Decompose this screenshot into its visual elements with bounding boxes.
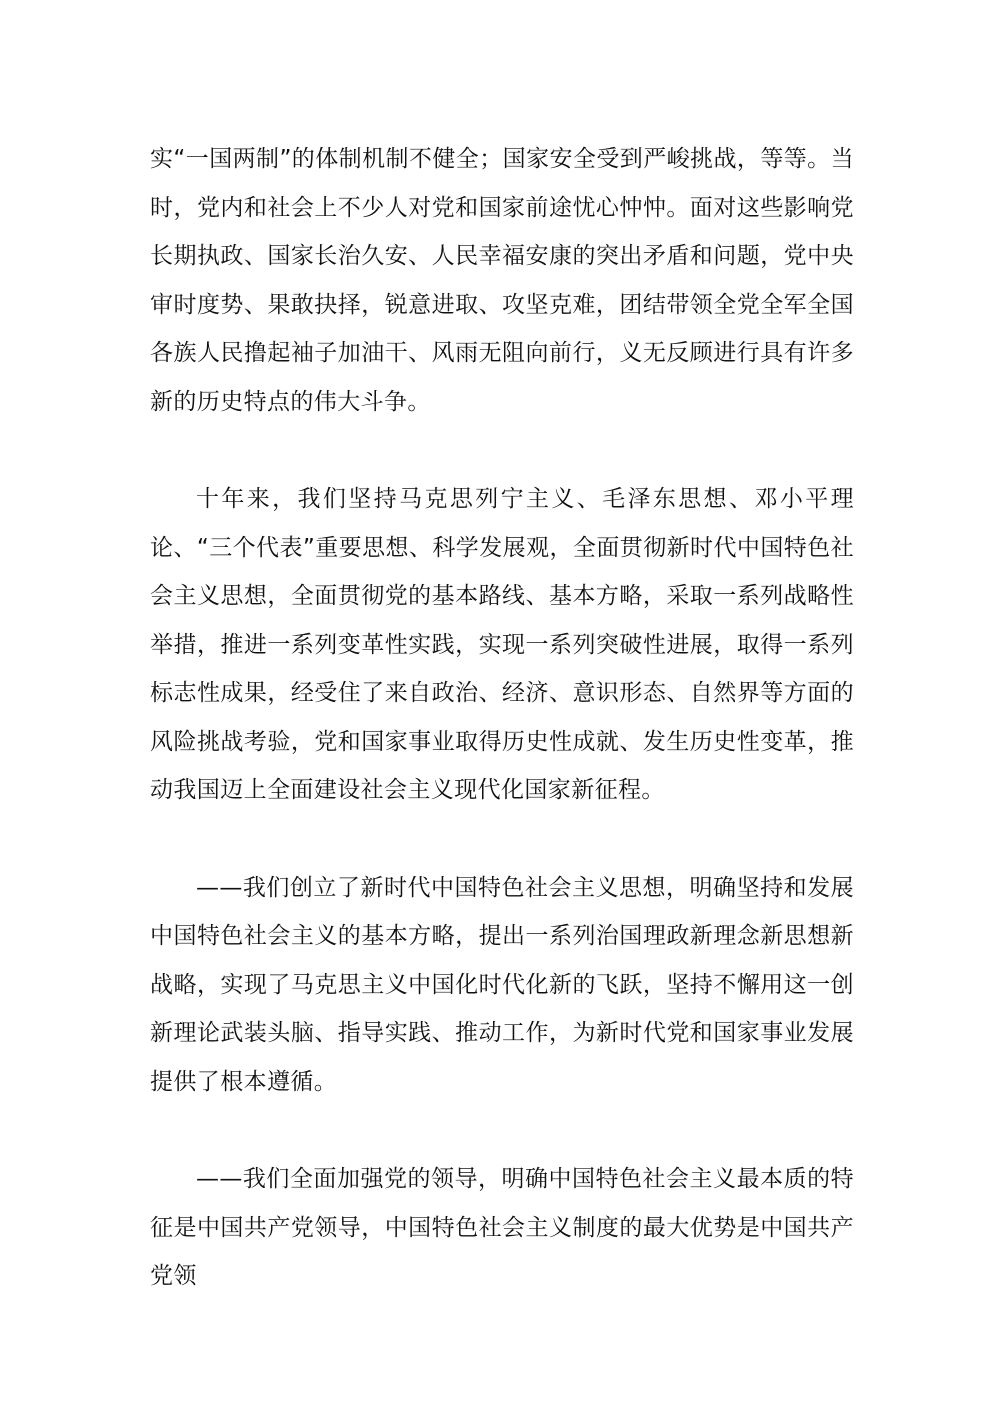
document-body: [150, 135, 854, 1350]
paragraph-continuation: 实“一国两制”的体制机制不健全；国家安全受到严峻挑战，等等。当时，党内和社会上不少人对党和国家前途忧心忡忡。面对这些影响党长期执政、国家长治久安、人民幸福安康的突出矛盾和问题，党中央审时度势、果敢抉择，锐意进取、攻坚克难，团结带领全党全军全国各族人民撸起袖子加油干、风雨无阻向前行，义无反顾进行具有许多新的历史特点的伟大斗争。: [150, 146, 854, 415]
paragraph-party-leadership: ——我们全面加强党的领导，明确中国特色社会主义最本质的特征是中国共产党领导，中国特色社会主义制度的最大优势是中国共产党领: [150, 1166, 854, 1289]
paragraph-new-era-thought: ——我们创立了新时代中国特色社会主义思想，明确坚持和发展中国特色社会主义的基本方略，提出一系列治国理政新理念新思想新战略，实现了马克思主义中国化时代化新的飞跃，坚持不懈用这一创新理论武装头脑、指导实践、推动工作，为新时代党和国家事业发展提供了根本遵循。: [150, 874, 854, 1095]
paragraph-ten-years: 十年来，我们坚持马克思列宁主义、毛泽东思想、邓小平理论、“三个代表”重要思想、科学发展观，全面贯彻新时代中国特色社会主义思想，全面贯彻党的基本路线、基本方略，采取一系列战略性举措，推进一系列变革性实践，实现一系列突破性进展，取得一系列标志性成果，经受住了来自政治、经济、意识形态、自然界等方面的风险挑战考验，党和国家事业取得历史性成就、发生历史性变革，推动我国迈上全面建设社会主义现代化国家新征程。: [150, 486, 854, 803]
